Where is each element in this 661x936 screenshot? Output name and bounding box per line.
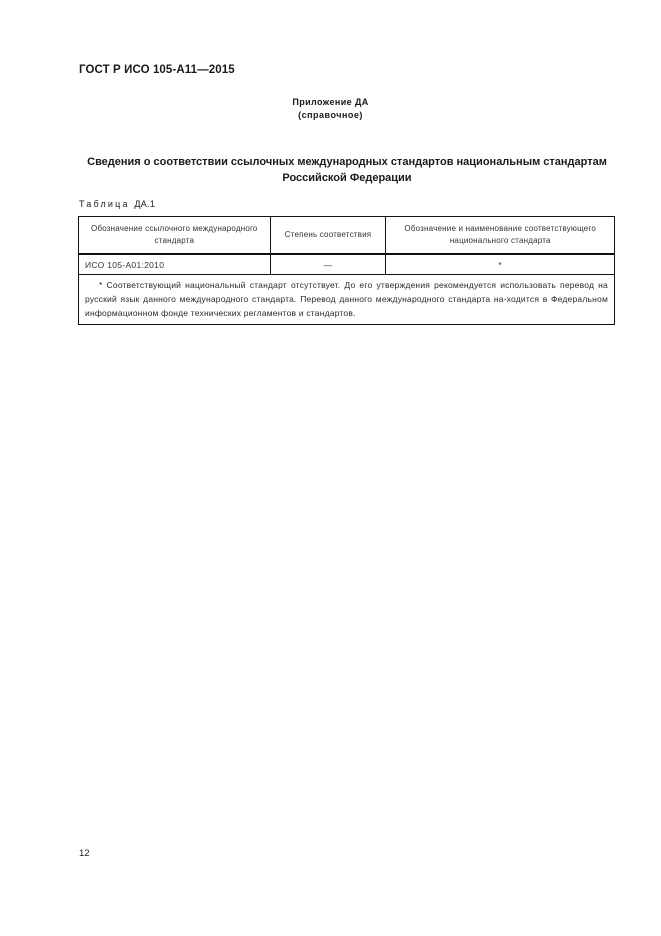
column-header-national-standard: Обозначение и наименование соответствующего национального стандарта — [386, 217, 615, 255]
reference-standards-table — [78, 216, 615, 325]
table-caption — [79, 199, 155, 209]
page-number: 12 — [79, 848, 90, 859]
table-footnote — [79, 275, 615, 325]
cell-reference-standard: ИСО 105-А01:2010 — [79, 254, 271, 275]
column-header-reference-standard: Обозначение ссылочного международного стандарта — [79, 217, 271, 255]
table-caption-word: Таблица — [79, 199, 130, 209]
cell-national-standard: * — [386, 254, 615, 275]
table-row — [79, 254, 615, 275]
column-header-compliance-degree: Степень соответствия — [270, 217, 386, 255]
footnote-text: * Соответствующий национальный стандарт отсутствует. До его утверждения рекомендуется использовать перевод на русский язык данного международного стандарта. Перевод данного международного стандарта на-ходится в Федеральном информационном фонде технических регламентов и стандартов. — [85, 280, 608, 318]
section-title: Сведения о соответствии ссылочных международных стандартов национальным стандартам Российской Федерации — [87, 156, 607, 184]
table-footnote-row — [79, 275, 615, 325]
table-header-row — [79, 217, 615, 255]
table-caption-number: ДА.1 — [134, 199, 156, 209]
cell-compliance-degree: — — [270, 254, 386, 275]
annex-subtitle: (справочное) — [298, 110, 363, 120]
annex-title: Приложение ДА — [292, 97, 369, 107]
document-code: ГОСТ Р ИСО 105-А11—2015 — [79, 64, 235, 76]
